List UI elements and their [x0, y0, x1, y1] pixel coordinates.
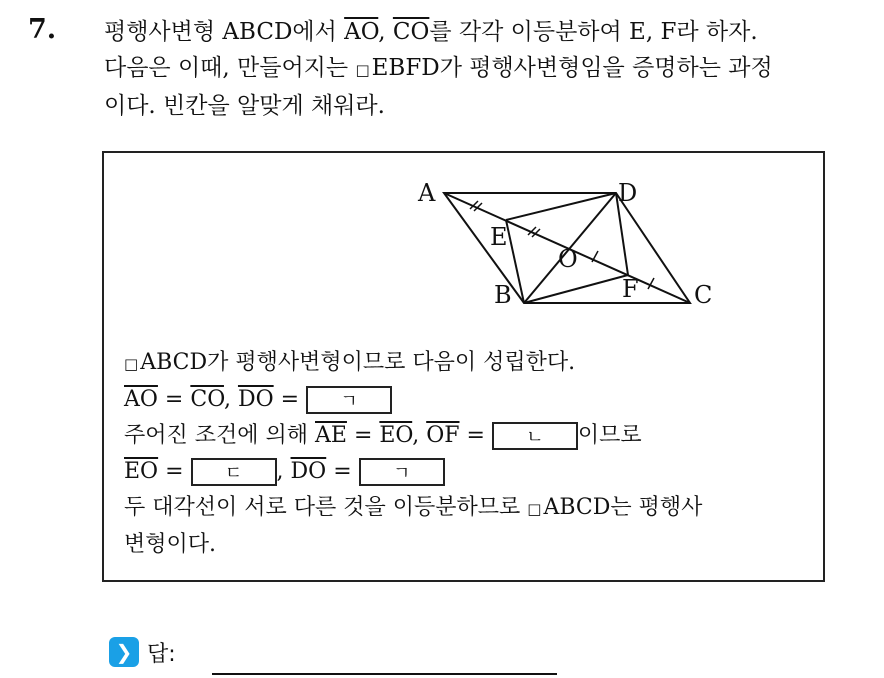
- blank-digeut[interactable]: ㄷ: [191, 458, 277, 486]
- proof-text: [124, 345, 814, 563]
- proof-line-3: 주어진 조건에 의해 $\overline{AE} = \overline{EO}$, $\overline{OF}$ = ㄴ 이므로: [124, 423, 642, 448]
- label-f: F: [622, 275, 639, 303]
- proof-box: [102, 151, 825, 582]
- label-b: B: [494, 281, 512, 305]
- answer-input-line[interactable]: [212, 673, 557, 675]
- answer-label: 답:: [147, 641, 176, 667]
- segment-co: $\overline{CO}$: [392, 19, 430, 45]
- blank-giyeok[interactable]: ㄱ: [306, 386, 392, 414]
- question-line-2: 다음은 이때, 만들어지는 □EBFD가 평행사변형임을 증명하는 과정: [104, 55, 773, 81]
- proof-line-6: 변형이다.: [124, 532, 217, 557]
- parallelogram-figure: [404, 165, 734, 305]
- segment-fb: [524, 275, 628, 303]
- answer-row: [109, 632, 176, 672]
- segment-ed: [506, 193, 616, 220]
- proof-line-2: $\overline{AO} = \overline{CO}$, $\overline{DO}$ = ㄱ: [124, 382, 814, 418]
- segment-ao: $\overline{AO}$: [344, 19, 379, 45]
- question-text: [104, 14, 868, 124]
- label-e: E: [490, 223, 508, 251]
- proof-line-5: 두 대각선이 서로 다른 것을 이등분하므로 □ABCD는 평행사: [124, 495, 703, 520]
- proof-line-1: □ABCD가 평행사변형이므로 다음이 성립한다.: [124, 350, 576, 375]
- label-o: O: [558, 245, 578, 273]
- label-a: A: [418, 179, 436, 207]
- blank-nieun[interactable]: ㄴ: [492, 422, 578, 450]
- question-line-3: 이다. 빈칸을 알맞게 채워라.: [104, 93, 385, 119]
- square-symbol: □: [355, 61, 370, 79]
- question-line-1: 평행사변형 ABCD에서 $\overline{AO}$, $\overline{CO}$를 각각 이등분하여 E, F라 하자.: [104, 19, 758, 45]
- arrow-right-icon: ❯: [109, 637, 139, 667]
- label-d: D: [618, 179, 638, 207]
- question-number: 7.: [28, 14, 57, 45]
- proof-line-4: $\overline{EO}$ = ㄷ , $\overline{DO}$ = ㄱ: [124, 454, 814, 490]
- blank-giyeok-2[interactable]: ㄱ: [359, 458, 445, 486]
- label-c: C: [694, 281, 713, 305]
